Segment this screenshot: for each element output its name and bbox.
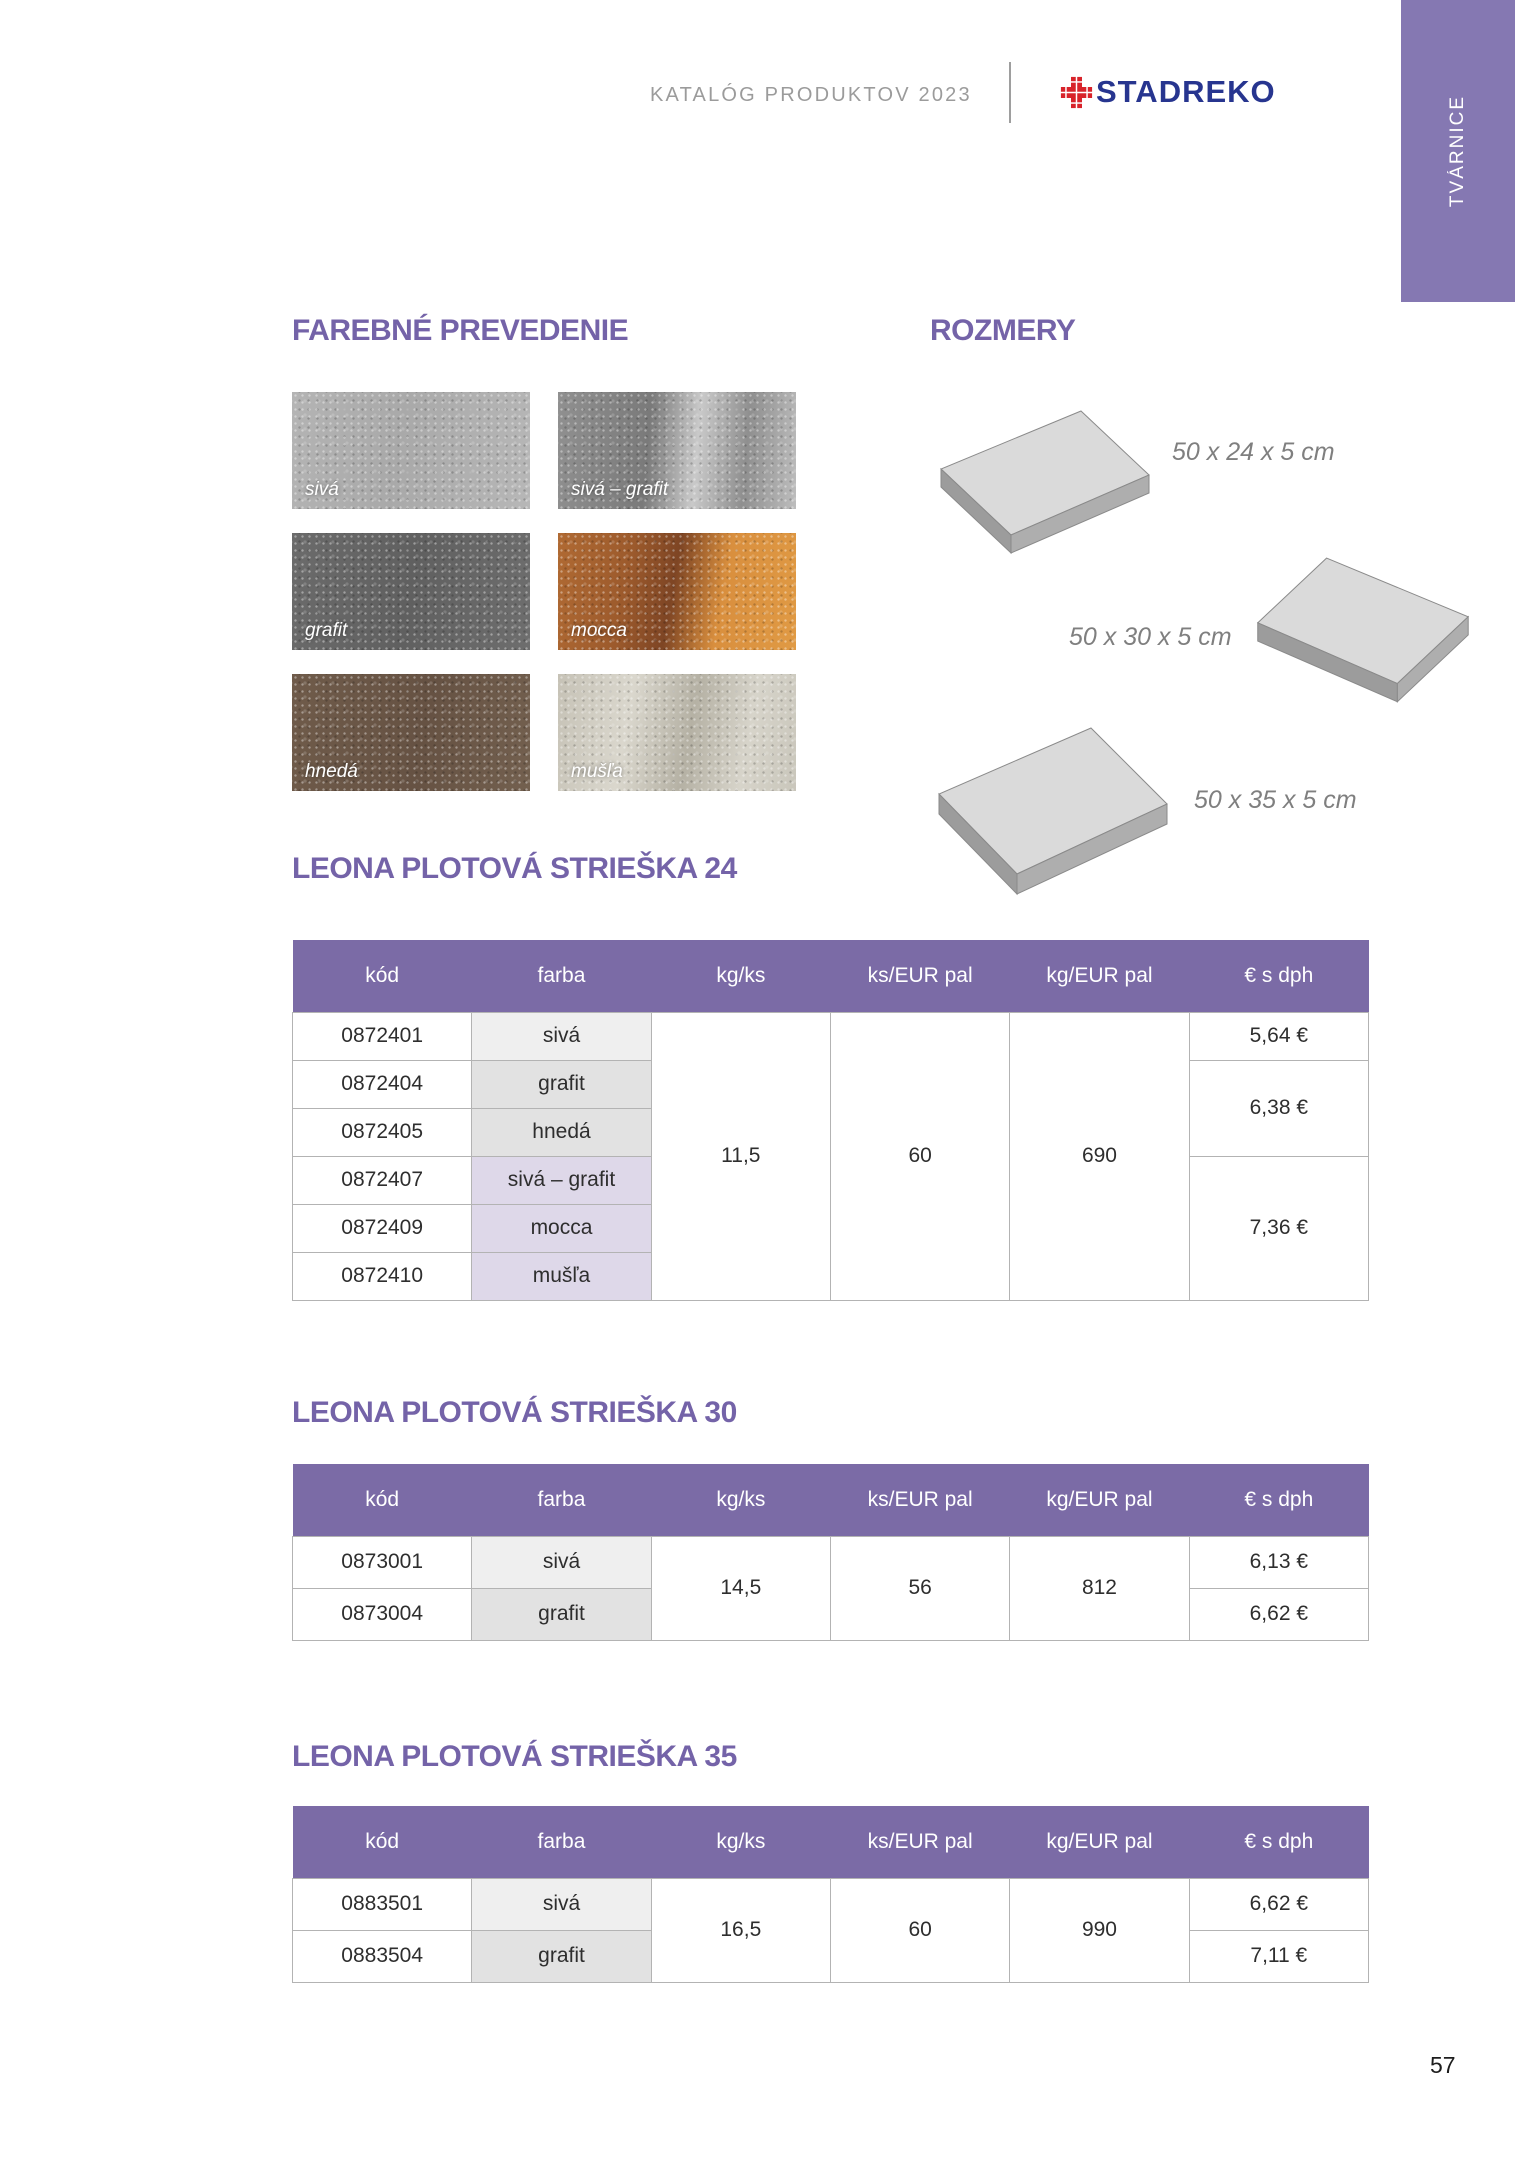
colors-section-title: FAREBNÉ PREVEDENIE [292, 314, 629, 347]
kg-per-pallet: 812 [1010, 1536, 1189, 1640]
product-color: grafit [472, 1060, 651, 1108]
slab-diagram-50x24 [933, 405, 1153, 575]
swatch-label: mocca [571, 620, 627, 641]
price-with-vat: 6,62 € [1189, 1878, 1368, 1930]
swatch-label: grafit [305, 620, 348, 641]
table-header-row [293, 1806, 1369, 1878]
table-row [293, 1012, 1369, 1060]
brand-name: STADREKO [1096, 74, 1276, 109]
kg-per-piece: 16,5 [651, 1878, 830, 1982]
table-row [293, 1878, 1369, 1930]
slab-diagram-50x30 [1253, 552, 1477, 724]
col-header-kg-ks: kg/ks [651, 1806, 830, 1878]
price-with-vat: 7,11 € [1189, 1930, 1368, 1982]
page-number: 57 [1430, 2052, 1456, 2078]
swatch-grafit [292, 533, 530, 650]
table-header-row [293, 1464, 1369, 1536]
brand-logo [1060, 74, 1276, 110]
swatch-siva [292, 392, 530, 509]
col-header-farba: farba [472, 1806, 651, 1878]
col-header-price: € s dph [1189, 1806, 1368, 1878]
dimensions-section-title: ROZMERY [930, 314, 1076, 347]
swatch-hneda [292, 674, 530, 791]
product-code: 0873001 [293, 1536, 472, 1588]
price-with-vat: 6,62 € [1189, 1588, 1368, 1640]
swatch-mocca [558, 533, 796, 650]
product-code: 0872409 [293, 1204, 472, 1252]
col-header-price: € s dph [1189, 940, 1368, 1012]
col-header-farba: farba [472, 1464, 651, 1536]
product-code: 0872410 [293, 1252, 472, 1300]
kg-per-pallet: 990 [1010, 1878, 1189, 1982]
kg-per-pallet: 690 [1010, 1012, 1189, 1300]
col-header-kg-ks: kg/ks [651, 1464, 830, 1536]
product-code: 0872405 [293, 1108, 472, 1156]
col-header-kg-eur-pal: kg/EUR pal [1010, 940, 1189, 1012]
product-color: sivá [472, 1878, 651, 1930]
product-code: 0873004 [293, 1588, 472, 1640]
swatch-label: mušľa [571, 761, 623, 782]
product-color: sivá – grafit [472, 1156, 651, 1204]
product-color: grafit [472, 1930, 651, 1982]
col-header-price: € s dph [1189, 1464, 1368, 1536]
product-code: 0872407 [293, 1156, 472, 1204]
pieces-per-pallet: 60 [830, 1878, 1009, 1982]
table-title-strieska-24: LEONA PLOTOVÁ STRIEŠKA 24 [292, 852, 737, 885]
col-header-kod: kód [293, 1806, 472, 1878]
product-color: sivá [472, 1012, 651, 1060]
dimension-label-50x35: 50 x 35 x 5 cm [1194, 786, 1357, 814]
product-color: grafit [472, 1588, 651, 1640]
col-header-kg-eur-pal: kg/EUR pal [1010, 1464, 1189, 1536]
side-tab-label: TVÁRNICE [1447, 94, 1468, 208]
product-color: mušľa [472, 1252, 651, 1300]
product-code: 0872401 [293, 1012, 472, 1060]
dimension-label-50x30: 50 x 30 x 5 cm [1069, 623, 1232, 651]
product-code: 0883504 [293, 1930, 472, 1982]
pieces-per-pallet: 56 [830, 1536, 1009, 1640]
col-header-ks-eur-pal: ks/EUR pal [830, 1806, 1009, 1878]
product-color: sivá [472, 1536, 651, 1588]
table-row [293, 1536, 1369, 1588]
col-header-kod: kód [293, 1464, 472, 1536]
table-header-row [293, 940, 1369, 1012]
col-header-kod: kód [293, 940, 472, 1012]
price-with-vat: 6,13 € [1189, 1536, 1368, 1588]
product-color: hnedá [472, 1108, 651, 1156]
table-title-strieska-35: LEONA PLOTOVÁ STRIEŠKA 35 [292, 1740, 737, 1773]
swatch-musla [558, 674, 796, 791]
product-color: mocca [472, 1204, 651, 1252]
pieces-per-pallet: 60 [830, 1012, 1009, 1300]
col-header-ks-eur-pal: ks/EUR pal [830, 1464, 1009, 1536]
price-table-strieska-30 [292, 1464, 1369, 1641]
table-title-strieska-30: LEONA PLOTOVÁ STRIEŠKA 30 [292, 1396, 737, 1429]
kg-per-piece: 14,5 [651, 1536, 830, 1640]
catalog-title: KATALÓG PRODUKTOV 2023 [650, 84, 972, 106]
col-header-kg-ks: kg/ks [651, 940, 830, 1012]
price-table-strieska-24 [292, 940, 1369, 1301]
col-header-farba: farba [472, 940, 651, 1012]
col-header-ks-eur-pal: ks/EUR pal [830, 940, 1009, 1012]
swatch-label: sivá [305, 479, 339, 500]
swatch-siva-grafit [558, 392, 796, 509]
swatch-label: sivá – grafit [571, 479, 669, 500]
dimension-label-50x24: 50 x 24 x 5 cm [1172, 438, 1335, 466]
header-divider [1009, 62, 1011, 123]
stadreko-logo-icon [1060, 76, 1093, 109]
price-with-vat: 6,38 € [1189, 1060, 1368, 1156]
price-with-vat: 7,36 € [1189, 1156, 1368, 1300]
col-header-kg-eur-pal: kg/EUR pal [1010, 1806, 1189, 1878]
slab-diagram-50x35 [928, 722, 1174, 914]
price-with-vat: 5,64 € [1189, 1012, 1368, 1060]
side-tab-tvarnice [1401, 0, 1515, 302]
kg-per-piece: 11,5 [651, 1012, 830, 1300]
product-code: 0883501 [293, 1878, 472, 1930]
price-table-strieska-35 [292, 1806, 1369, 1983]
product-code: 0872404 [293, 1060, 472, 1108]
swatch-label: hnedá [305, 761, 358, 782]
